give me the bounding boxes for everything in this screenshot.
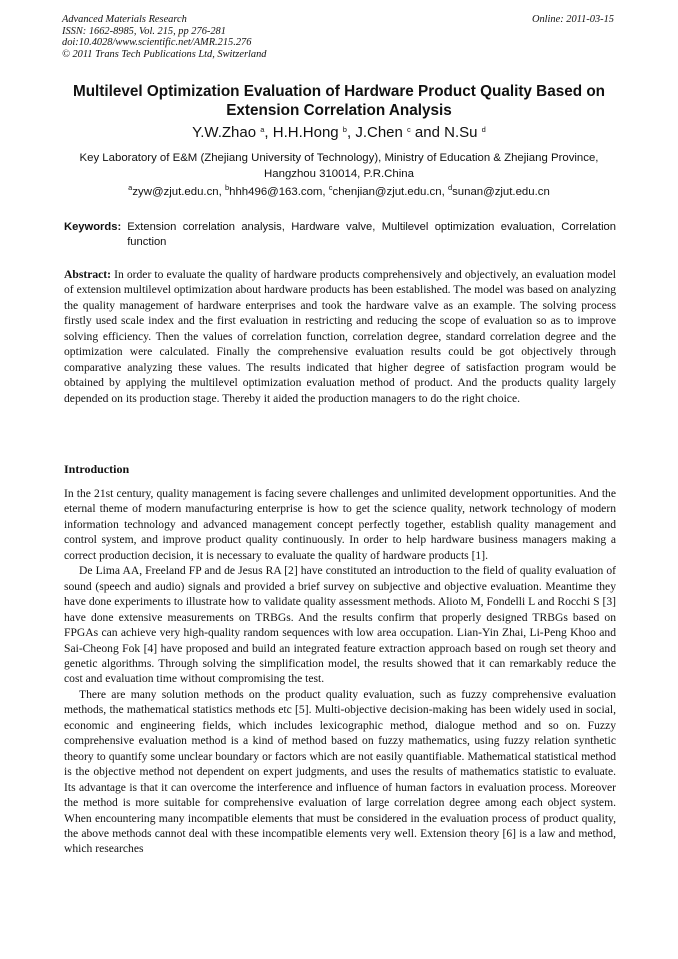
author-superscript: c [407,125,411,134]
introduction-body [64,486,616,857]
author-name: N.Su [444,124,478,141]
abstract-section [64,267,616,406]
abstract-label: Abstract: [64,268,112,281]
issn-line: ISSN: 1662-8985, Vol. 215, pp 276-281 [62,25,226,37]
affiliation: Key Laboratory of E&M (Zhejiang University of Technology), Ministry of Education & Zhejiang Province, Hangzhou 310014, P.R.China [79,152,599,180]
author-name: H.H.Hong [272,124,339,141]
author-name: J.Chen [355,124,403,141]
author-list [40,124,638,142]
abstract-text: In order to evaluate the quality of hardware products comprehensively and objectively, an evaluation model of extension multilevel optimization about hardware products has been established. The model was based on analyzing the quality management of hardware enterprises and took the hardware valve as an example. The solving process firstly used scale index and the first evaluation in restricting and reducing the scope of evaluation so as to improve solving efficiency. Then the values of correlation function, correlation degree, standard correlation degree and the optimization were calculated. Finally the comprehensive evaluation results could be got objectively through comparative analyzing these values. The results indicated that higher degree of satisfaction program would be obtained by applying the multilevel optimization evaluation method of product. And the products quality largely depended on its production stage. Thereby it aided the production managers to do the right choice. [64,268,616,405]
journal-name: Advanced Materials Research [62,14,187,25]
email-superscript: a [128,183,133,192]
keywords-section [64,220,616,250]
email-superscript: c [328,183,333,192]
author-superscript: a [260,125,265,134]
copyright-line: © 2011 Trans Tech Publications Ltd, Switzerland [62,48,267,60]
author-superscript: b [342,125,347,134]
email-separator: , [218,186,225,198]
email-superscript: b [224,183,230,192]
keywords-label: Keywords: [64,221,122,233]
email-separator: , [441,186,448,198]
paper-title: Multilevel Optimization Evaluation of Hardware Product Quality Based on Extension Correlation Analysis [72,83,606,119]
email-separator: , [322,186,329,198]
author-separator: , [346,124,356,141]
email-address[interactable]: hhh496@163.com [229,186,323,198]
email-address[interactable]: chenjian@zjut.edu.cn [332,186,442,198]
keywords-text: Extension correlation analysis, Hardware valve, Multilevel optimization evaluation, Correlation function [127,221,616,248]
author-and: and [410,124,445,141]
introduction-paragraph: In the 21st century, quality management is facing severe challenges and unlimited development opportunities. And the eternal theme of modern manufacturing enterprise is how to get the science quality, network technology of modern information technology and advanced management concept perfectly together, establish quality management and control system, and improve product quality continuously. In order to help hardware business managers making a correct production decision, it is necessary to evaluate the quality of hardware products [1]. [64,487,616,562]
email-address[interactable]: zyw@zjut.edu.cn [132,186,219,198]
author-emails [40,184,638,200]
introduction-heading: Introduction [64,462,130,476]
author-separator: , [264,124,273,141]
introduction-paragraph: There are many solution methods on the product quality evaluation, such as fuzzy comprehensive evaluation methods, the mathematical statistics methods etc [5]. Multi-objective decision-making has been widely used in social, economic and engineering fields, which includes lexicographic method, dialogue method and so on. Fuzzy comprehensive evaluation method is a kind of method based on fuzzy mathematics, using fuzzy relation synthetic theory to quantify some unclear boundary or factors which are not easily quantifiable. Mathematical statistical method is the objective method not dependent on expert judgments, and uses the results of mathematics statistic to evaluate. Its advantage is that it can overcome the interference and influence of human factors in evaluation process. Moreover the method is more suitable for comprehensive evaluation of large correlation degree among each object system. When encountering many incompatible elements that must be considered in the evaluation process of product quality, the above methods cannot deal with these incompatible elements very well. Extension theory [6] is a law and method, which researches [64,687,616,856]
email-superscript: d [447,183,453,192]
journal-header [62,14,614,60]
email-address[interactable]: sunan@zjut.edu.cn [452,186,550,198]
author-name: Y.W.Zhao [192,124,257,141]
introduction-paragraph: De Lima AA, Freeland FP and de Jesus RA [2] have constituted an introduction to the field of quality evaluation of sound (speech and audio) signals and provided a brief survey on subjective and objective evaluation. Meantime they have done experiments to illustrate how to validate quality assessment methods. Alioto M, Fondelli L and Rocchi S [3] have done extensive measurements on TRBGs. And the results confirm that properly designed TRBGs based on FPGAs can achieve very high-quality random sequences with low area occupation. Lian-Yin Zhai, Li-Peng Khoo and Sai-Cheong Fok [4] have proposed and build an integrated feature extraction approach based on rough set theory and genetic algorithms. Through solving the simplification model, the results showed that it can remarkably reduce the cost and evaluation time without compromising the test. [64,564,616,686]
author-superscript: d [481,125,486,134]
doi-line: doi:10.4028/www.scientific.net/AMR.215.276 [62,37,252,49]
online-date: Online: 2011-03-15 [531,14,614,25]
